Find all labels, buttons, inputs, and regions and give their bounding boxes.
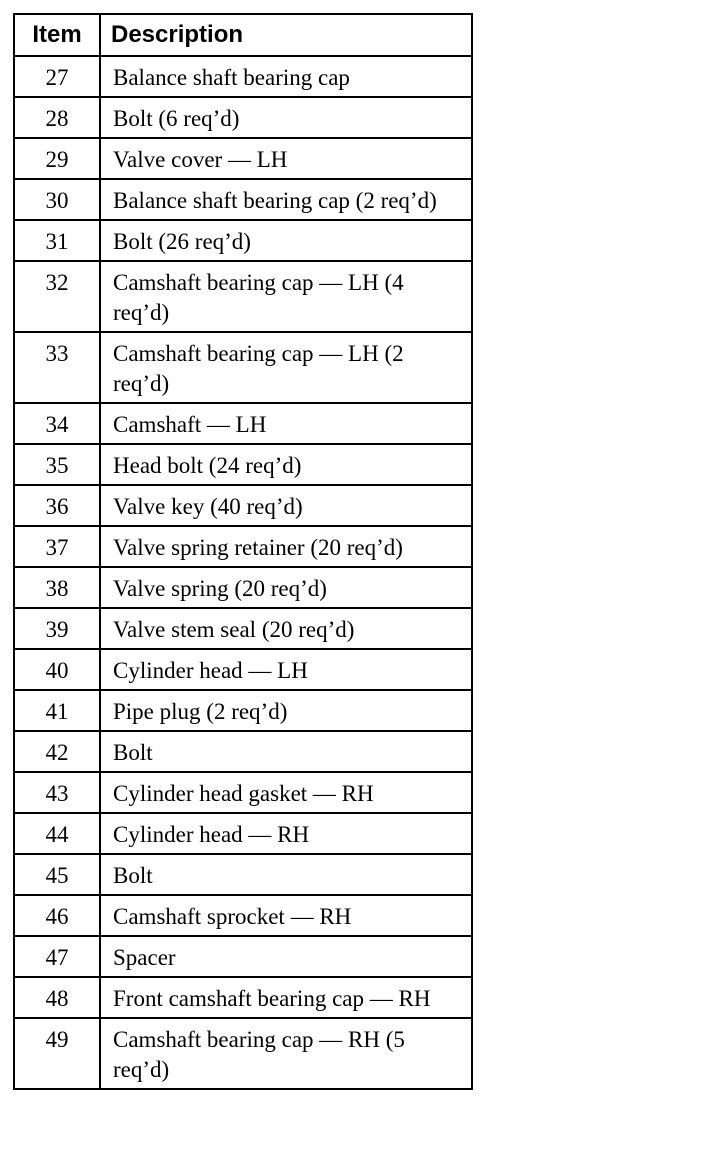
description-cell: Spacer: [100, 936, 472, 977]
item-number-cell: 44: [14, 813, 100, 854]
item-number-cell: 34: [14, 403, 100, 444]
item-column-header: Item: [14, 14, 100, 56]
item-number-cell: 43: [14, 772, 100, 813]
table-row: [14, 690, 472, 731]
description-cell: Valve spring retainer (20 req’d): [100, 526, 472, 567]
description-cell: Pipe plug (2 req’d): [100, 690, 472, 731]
description-cell: Valve cover — LH: [100, 138, 472, 179]
table-row: [14, 220, 472, 261]
description-cell: Valve spring (20 req’d): [100, 567, 472, 608]
table-row: [14, 97, 472, 138]
item-number-cell: 39: [14, 608, 100, 649]
table-row: [14, 444, 472, 485]
item-number-cell: 47: [14, 936, 100, 977]
table-row: [14, 261, 472, 332]
item-number-cell: 42: [14, 731, 100, 772]
description-cell: Camshaft — LH: [100, 403, 472, 444]
item-number-cell: 48: [14, 977, 100, 1018]
description-cell: Front camshaft bearing cap — RH: [100, 977, 472, 1018]
table-row: [14, 138, 472, 179]
description-cell: Bolt: [100, 731, 472, 772]
description-cell: Bolt (26 req’d): [100, 220, 472, 261]
item-number-cell: 38: [14, 567, 100, 608]
item-number-cell: 40: [14, 649, 100, 690]
description-cell: Valve key (40 req’d): [100, 485, 472, 526]
table-row: [14, 403, 472, 444]
item-number-cell: 37: [14, 526, 100, 567]
description-cell: Camshaft bearing cap — LH (2 req’d): [100, 332, 472, 403]
table-row: [14, 179, 472, 220]
item-number-cell: 32: [14, 261, 100, 332]
item-number-cell: 41: [14, 690, 100, 731]
description-cell: Cylinder head — RH: [100, 813, 472, 854]
description-cell: Bolt: [100, 854, 472, 895]
description-cell: Camshaft bearing cap — RH (5 req’d): [100, 1018, 472, 1089]
description-cell: Cylinder head — LH: [100, 649, 472, 690]
table-row: [14, 731, 472, 772]
table-header-row: [14, 14, 472, 56]
description-cell: Valve stem seal (20 req’d): [100, 608, 472, 649]
table-row: [14, 649, 472, 690]
item-number-cell: 27: [14, 56, 100, 97]
item-number-cell: 46: [14, 895, 100, 936]
description-cell: Balance shaft bearing cap: [100, 56, 472, 97]
description-cell: Bolt (6 req’d): [100, 97, 472, 138]
item-number-cell: 29: [14, 138, 100, 179]
table-row: [14, 526, 472, 567]
item-number-cell: 28: [14, 97, 100, 138]
description-cell: Camshaft bearing cap — LH (4 req’d): [100, 261, 472, 332]
table-row: [14, 56, 472, 97]
item-number-cell: 31: [14, 220, 100, 261]
table-row: [14, 332, 472, 403]
table-row: [14, 895, 472, 936]
table-row: [14, 854, 472, 895]
item-number-cell: 49: [14, 1018, 100, 1089]
description-cell: Head bolt (24 req’d): [100, 444, 472, 485]
table-row: [14, 567, 472, 608]
description-column-header: Description: [100, 14, 472, 56]
item-number-cell: 35: [14, 444, 100, 485]
table-body: [14, 56, 472, 1089]
item-number-cell: 36: [14, 485, 100, 526]
table-row: [14, 772, 472, 813]
item-number-cell: 33: [14, 332, 100, 403]
table-row: [14, 485, 472, 526]
table-row: [14, 977, 472, 1018]
table-row: [14, 936, 472, 977]
table-row: [14, 1018, 472, 1089]
table-row: [14, 813, 472, 854]
item-number-cell: 45: [14, 854, 100, 895]
table-row: [14, 608, 472, 649]
description-cell: Camshaft sprocket — RH: [100, 895, 472, 936]
parts-table: [13, 13, 473, 1090]
description-cell: Balance shaft bearing cap (2 req’d): [100, 179, 472, 220]
item-number-cell: 30: [14, 179, 100, 220]
description-cell: Cylinder head gasket — RH: [100, 772, 472, 813]
